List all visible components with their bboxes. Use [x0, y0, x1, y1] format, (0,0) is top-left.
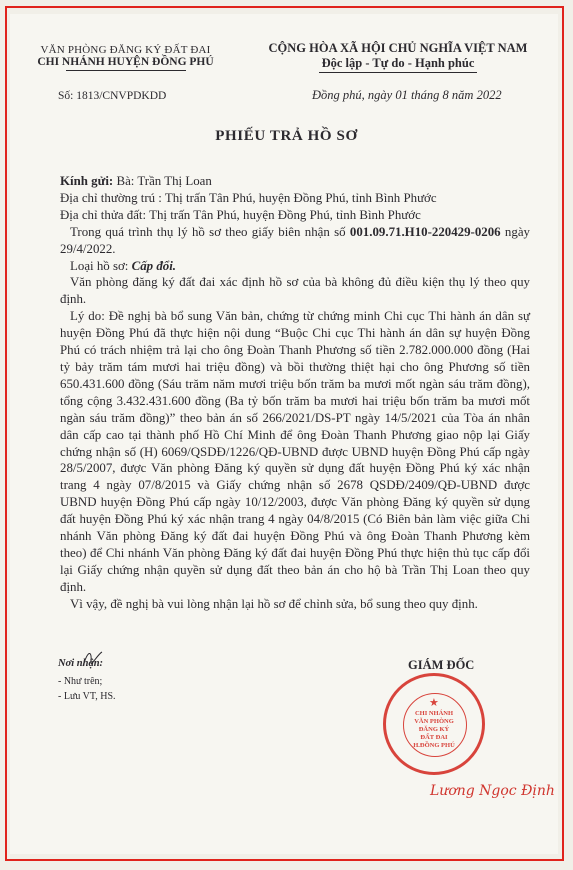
document-body — [60, 173, 530, 613]
document-number: Số: 1813/CNVPDKDD — [58, 90, 167, 102]
recipient-name: Bà: Trần Thị Loan — [116, 174, 212, 188]
recipients-list — [58, 674, 116, 704]
recipients-label: Nơi nhận: — [58, 658, 104, 669]
process-prefix: Trong quá trình thụ lý hồ sơ theo giấy biên nhận số — [70, 224, 350, 239]
residence-address: Địa chỉ thường trú : Thị trấn Tân Phú, huyện Đồng Phú, tỉnh Bình Phước — [60, 190, 437, 205]
national-motto: Độc lập - Tự do - Hạnh phúc — [321, 56, 475, 70]
handwritten-mark-icon — [80, 648, 106, 670]
seal-text: CHI NHÁNH — [414, 710, 454, 717]
recipient-label: Kính gửi: — [60, 174, 114, 188]
document-title: PHIẾU TRẢ HỒ SƠ — [215, 128, 358, 144]
seal-text: H.ĐỒNG PHÚ — [413, 742, 455, 749]
recipient-item: - Lưu VT, HS. — [58, 691, 116, 702]
process-paragraph — [60, 224, 530, 258]
motto-underline — [319, 72, 477, 73]
parcel-address: Địa chỉ thửa đất: Thị trấn Tân Phú, huyện Đồng Phú, tỉnh Bình Phước — [60, 207, 421, 222]
file-type-value: Cấp đổi. — [131, 258, 177, 273]
conclusion-paragraph: Văn phòng đăng ký đất đai xác định hồ sơ của bà không đủ điều kiện thụ lý theo quy định. — [60, 275, 530, 307]
signer-title: GIÁM ĐỐC — [408, 658, 475, 672]
agency-underline — [66, 70, 186, 71]
process-suffix: ngày 29/4/2022. — [60, 224, 530, 256]
file-type-line — [60, 258, 530, 275]
recipient-item: - Như trên; — [58, 676, 103, 687]
agency-branch: CHI NHÁNH HUYỆN ĐỒNG PHÚ — [37, 56, 214, 68]
seal-star-icon: ★ — [429, 697, 439, 709]
seal-text: ĐẤT ĐAI — [420, 734, 448, 741]
document-date: Đồng phú, ngày 01 tháng 8 năm 2022 — [312, 88, 502, 102]
agency-name: VĂN PHÒNG ĐĂNG KÝ ĐẤT ĐAI — [40, 44, 211, 56]
seal-text: VĂN PHÒNG — [414, 718, 454, 725]
file-type-label: Loại hồ sơ: — [70, 258, 132, 273]
closing-paragraph: Vì vậy, đề nghị bà vui lòng nhận lại hồ sơ để chỉnh sửa, bổ sung theo quy định. — [70, 596, 478, 611]
recipient-line — [60, 173, 530, 190]
handwritten-signature: Lương Ngọc Định — [430, 783, 555, 799]
seal-text: ĐĂNG KÝ — [418, 726, 450, 733]
national-header — [248, 41, 548, 73]
receipt-number: 001.09.71.H10-220429-0206 — [349, 224, 501, 239]
republic-name: CỘNG HÒA XÃ HỘI CHỦ NGHĨA VIỆT NAM — [268, 41, 528, 55]
reason-paragraph: Lý do: Đề nghị bà bổ sung Văn bản, chứng từ chứng minh Chi cục Thi hành án dân sự huyện Đồng Phú đã thực hiện nội dung “Buộc Chi cục Thi hành án dân sự huyện Đồng Phú có trách nhiệm trả lại cho ông Đoàn Thanh Phương số tiền 2.782.000.000 đồng (Hai tỷ bảy trăm tám mươi hai triệu đồng) và bồi thường thiệt hại cho ông Phương số tiền 650.431.600 đồng (Sáu trăm năm mươi triệu bốn trăm ba mươi mốt ngàn sáu trăm đồng), tổng cộng 3.432.431.600 đồng (Ba tỷ bốn trăm ba mươi hai triệu bốn trăm ba mươi mốt ngàn sáu trăm đồng)” theo bản án số 266/2021/DS-PT ngày 14/5/2021 của Tòa án nhân dân cấp cao tại thành phố Hồ Chí Minh để ông Đoàn Thanh Phương giao nộp lại Giấy chứng nhận số (H) 6069/QSDĐ/1226/QĐ-UBND được UBND huyện Đồng Phú cấp ngày 28/5/2007, được Văn phòng Đăng ký quyền sử dụng đất huyện Đồng Phú ký xác nhận trang 4 ngày 07/8/2015 và Giấy chứng nhận số 2678 QSDĐ/2409/QĐ-UBND được UBND huyện Đồng Phú cấp ngày 10/12/2003, được Văn phòng Đăng ký quyền sử dụng đất huyện Đồng Phú ký xác nhận trang 4 ngày 04/8/2015 (Có Biên bản làm việc giữa Chi nhánh Văn phòng Đăng ký đất đai huyện Đồng Phú và ông Đoàn Thanh Phương kèm theo) để Chi nhánh Văn phòng Đăng ký đất đai huyện Đồng Phú thực hiện thủ tục cấp đổi lại Giấy chứng nhận quyền sử dụng đất theo bản án cho hộ bà Trần Thị Loan theo quy định. — [60, 309, 530, 594]
agency-header — [18, 44, 233, 71]
official-seal — [383, 673, 485, 775]
